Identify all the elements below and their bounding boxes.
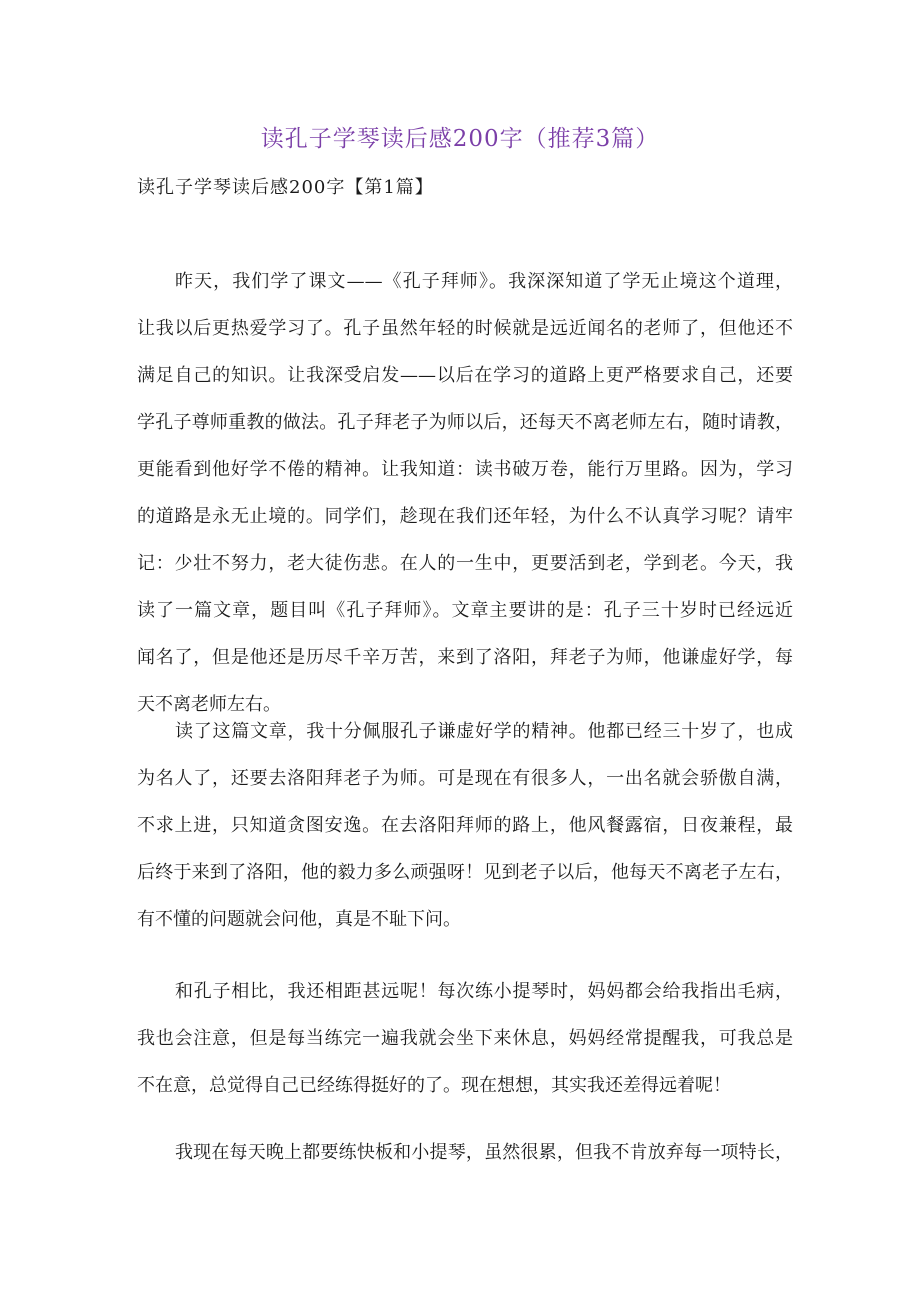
document-title: 读孔子学琴读后感200字（推荐3篇） — [260, 126, 660, 152]
text-line: 后终于来到了洛阳，他的毅力多么顽强呀！见到老子以后，他每天不离老子左右， — [137, 862, 793, 883]
text-line: 为名人了，还要去洛阳拜老子为师。可是现在有很多人，一出名就会骄傲自满， — [137, 768, 793, 789]
text-line: 有不懂的问题就会问他，真是不耻下问。 — [137, 909, 461, 930]
text-line: 学孔子尊师重教的做法。孔子拜老子为师以后，还每天不离老师左右，随时请教， — [137, 412, 793, 433]
text-line: 让我以后更热爱学习了。孔子虽然年轻的时候就是远近闻名的老师了，但他还不 — [137, 318, 793, 339]
text-line: 我也会注意，但是每当练完一遍我就会坐下来休息，妈妈经常提醒我，可我总是 — [137, 1028, 793, 1049]
text-line: 不在意，总觉得自己已经练得挺好的了。现在想想，其实我还差得远着呢！ — [137, 1075, 731, 1096]
text-line: 天不离老师左右。 — [137, 694, 281, 715]
text-line: 闻名了，但是他还是历尽千辛万苦，来到了洛阳，拜老子为师，他谦虚好学，每 — [137, 647, 793, 668]
text-line: 满足自己的知识。让我深受启发——以后在学习的道路上更严格要求自己，还要 — [137, 365, 793, 386]
text-line: 更能看到他好学不倦的精神。让我知道：读书破万卷，能行万里路。因为，学习 — [137, 459, 793, 480]
text-line: 不求上进，只知道贪图安逸。在去洛阳拜师的路上，他风餐露宿，日夜兼程，最 — [137, 815, 793, 836]
paragraph-4 — [137, 1129, 793, 1176]
text-line: 我现在每天晚上都要练快板和小提琴，虽然很累，但我不肯放弃每一项特长， — [175, 1142, 793, 1163]
text-line: 昨天，我们学了课文——《孔子拜师》。我深深知道了学无止境这个道理， — [175, 271, 793, 292]
paragraph-3 — [137, 968, 793, 1109]
text-line: 读了一篇文章，题目叫《孔子拜师》。文章主要讲的是：孔子三十岁时已经远近 — [137, 600, 793, 621]
text-line: 的道路是永无止境的。同学们，趁现在我们还年轻，为什么不认真学习呢？请牢 — [137, 506, 793, 527]
text-line: 读了这篇文章，我十分佩服孔子谦虚好学的精神。他都已经三十岁了，也成 — [175, 721, 793, 742]
text-line: 记：少壮不努力，老大徒伤悲。在人的一生中，更要活到老，学到老。今天，我 — [137, 553, 793, 574]
text-line: 和孔子相比，我还相距甚远呢！每次练小提琴时，妈妈都会给我指出毛病， — [175, 981, 793, 1002]
paragraph-1 — [137, 258, 793, 728]
section-heading: 读孔子学琴读后感200字【第1篇】 — [137, 177, 434, 198]
paragraph-2 — [137, 708, 793, 943]
